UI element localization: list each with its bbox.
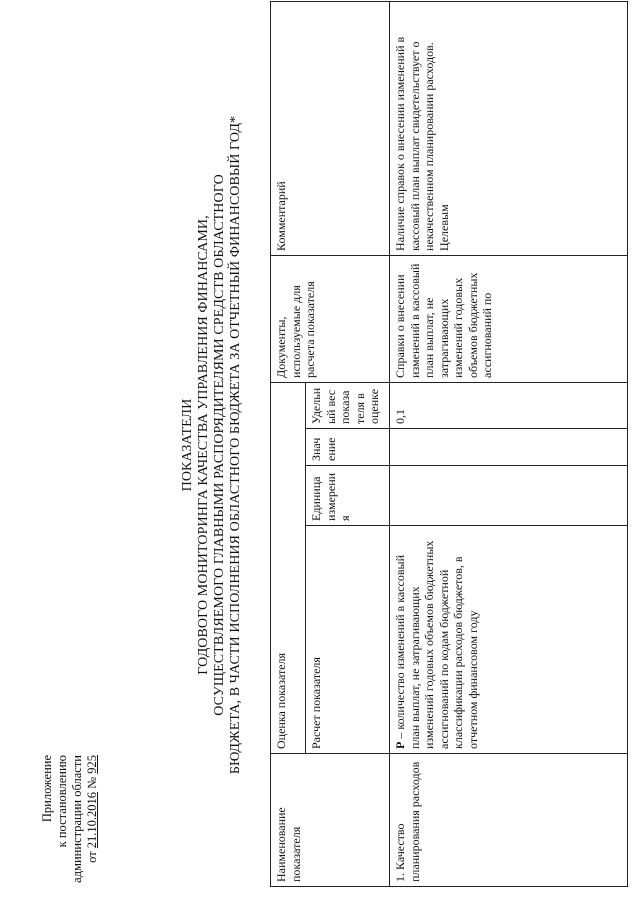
header-value: Значение [306, 429, 390, 466]
row1-unit [390, 466, 628, 526]
header-comment: Комментарий [271, 1, 390, 255]
title-line-1: ПОКАЗАТЕЛИ [180, 398, 195, 492]
appendix-line-1: Приложение [40, 755, 54, 823]
header-unit: Единица измерения [306, 466, 390, 526]
title-line-3: ОСУЩЕСТВЛЯЕМОГО ГЛАВНЫМИ РАСПОРЯДИТЕЛЯМИ СРЕДСТВ ОБЛАСТНОГО [212, 174, 227, 716]
row1-documents: Справки о внесении изменений в кассовый план выплат, не затрагивающих изменений годовых объемов бюджетных ассигнований по [390, 255, 628, 382]
row1-calculation [390, 526, 628, 754]
number-prefix: № [85, 776, 99, 789]
date-value: 21.10.2016 [85, 791, 99, 849]
date-prefix: от [85, 851, 99, 863]
row1-weight: 0,1 [390, 382, 628, 428]
appendix-block [40, 755, 100, 883]
document-title [180, 45, 244, 845]
title-line-4: БЮДЖЕТА, В ЧАСТИ ИСПОЛНЕНИЯ ОБЛАСТНОГО БЮДЖЕТА ЗА ОТЧЕТНЫЙ ФИНАНСОВЫЙ ГОД* [228, 115, 243, 775]
header-evaluation: Оценка показателя [271, 382, 306, 753]
appendix-date-line [85, 755, 100, 883]
header-documents: Документы, используемые для расчета показателя [271, 255, 390, 382]
header-name: Наименование показателя [271, 754, 390, 887]
title-line-2: ГОДОВОГО МОНИТОРИНГА КАЧЕСТВА УПРАВЛЕНИЯ ФИНАНСАМИ, [196, 215, 211, 675]
row1-calc-text: – количество изменений в кассовый план выплат, не затрагивающих изменений годовых объемов бюджетных ассигнований по кодам бюджетной классификации расходов бюджетов, в отчетном финансовом году [393, 540, 480, 749]
table-row [390, 1, 628, 886]
appendix-line-2: к постановлению [55, 755, 69, 848]
row1-value [390, 429, 628, 466]
header-weight: Удельный вес показателя в оценке [306, 382, 390, 428]
appendix-line-3: администрации области [70, 755, 84, 883]
row1-calc-symbol: P [393, 741, 407, 749]
indicators-table [270, 1, 628, 887]
row1-comment: Наличие справок о внесении изменений в кассовый план выплат свидетельствует о некачественном планировании расходов. Целевым [390, 1, 628, 255]
number-value: 925 [85, 755, 99, 774]
row1-name: 1. Качество планирования расходов [390, 754, 628, 887]
header-calculation: Расчет показателя [306, 526, 390, 754]
